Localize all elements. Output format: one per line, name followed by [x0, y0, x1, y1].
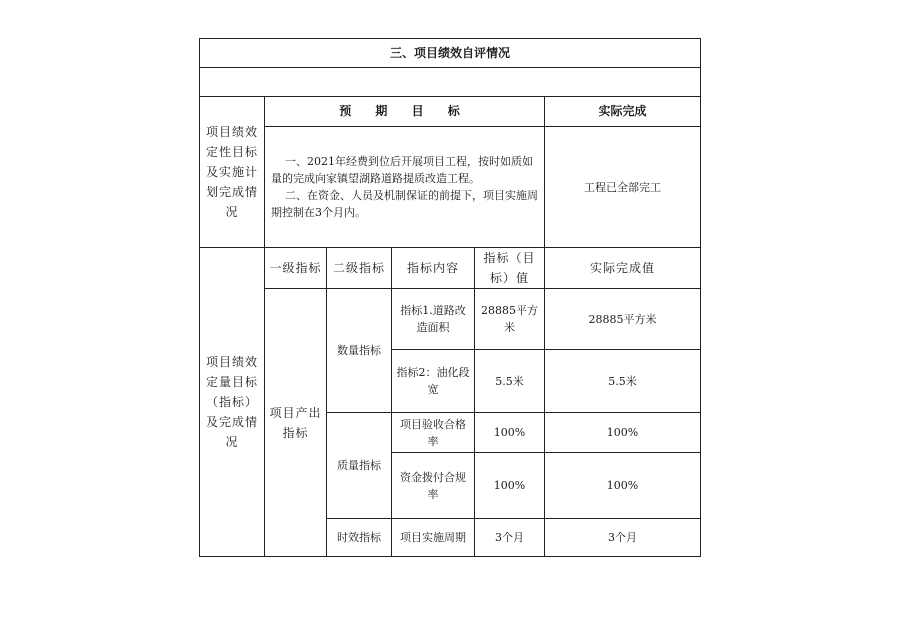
- expected-goal-text: [265, 127, 545, 248]
- header-level1: 一级指标: [265, 248, 327, 289]
- level1-output-indicator: 项目产出指标: [265, 289, 327, 557]
- content-cell: 项目实施周期: [392, 519, 475, 557]
- qualitative-row-label: 项目绩效定性目标及实施计划完成情况: [200, 97, 265, 248]
- content-cell: 项目验收合格率: [392, 413, 475, 453]
- quantitative-row-label: 项目绩效定量目标（指标）及完成情况: [200, 248, 265, 557]
- blank-row: [200, 68, 701, 97]
- target-cell: 5.5米: [475, 350, 545, 413]
- actual-cell: 28885平方米: [545, 289, 701, 350]
- actual-complete-header: 实际完成: [545, 97, 701, 127]
- target-cell: 28885平方米: [475, 289, 545, 350]
- actual-cell: 5.5米: [545, 350, 701, 413]
- content-cell: 资金拨付合规率: [392, 453, 475, 519]
- header-actual: 实际完成值: [545, 248, 701, 289]
- header-target: 指标（目标）值: [475, 248, 545, 289]
- section-title: 三、项目绩效自评情况: [200, 39, 701, 68]
- actual-complete-text: 工程已全部完工: [545, 127, 701, 248]
- actual-cell: 100%: [545, 413, 701, 453]
- level2-quantity: 数量指标: [327, 289, 392, 413]
- target-cell: 100%: [475, 453, 545, 519]
- level2-timeliness: 时效指标: [327, 519, 392, 557]
- header-level2: 二级指标: [327, 248, 392, 289]
- goal-item-1: 一、2021年经费到位后开展项目工程，按时如质如量的完成向家镇望湖路道路提质改造工程。: [271, 155, 533, 185]
- target-cell: 3个月: [475, 519, 545, 557]
- performance-table: [199, 38, 701, 557]
- actual-cell: 100%: [545, 453, 701, 519]
- expected-goal-header: 预 期 目 标: [265, 97, 545, 127]
- level2-quality: 质量指标: [327, 413, 392, 519]
- content-cell: 指标1.道路改造面积: [392, 289, 475, 350]
- actual-cell: 3个月: [545, 519, 701, 557]
- header-content: 指标内容: [392, 248, 475, 289]
- content-cell: 指标2：油化段宽: [392, 350, 475, 413]
- performance-sheet: [199, 38, 700, 557]
- goal-item-2: 二、在资金、人员及机制保证的前提下，项目实施周期控制在3个月内。: [271, 189, 538, 219]
- target-cell: 100%: [475, 413, 545, 453]
